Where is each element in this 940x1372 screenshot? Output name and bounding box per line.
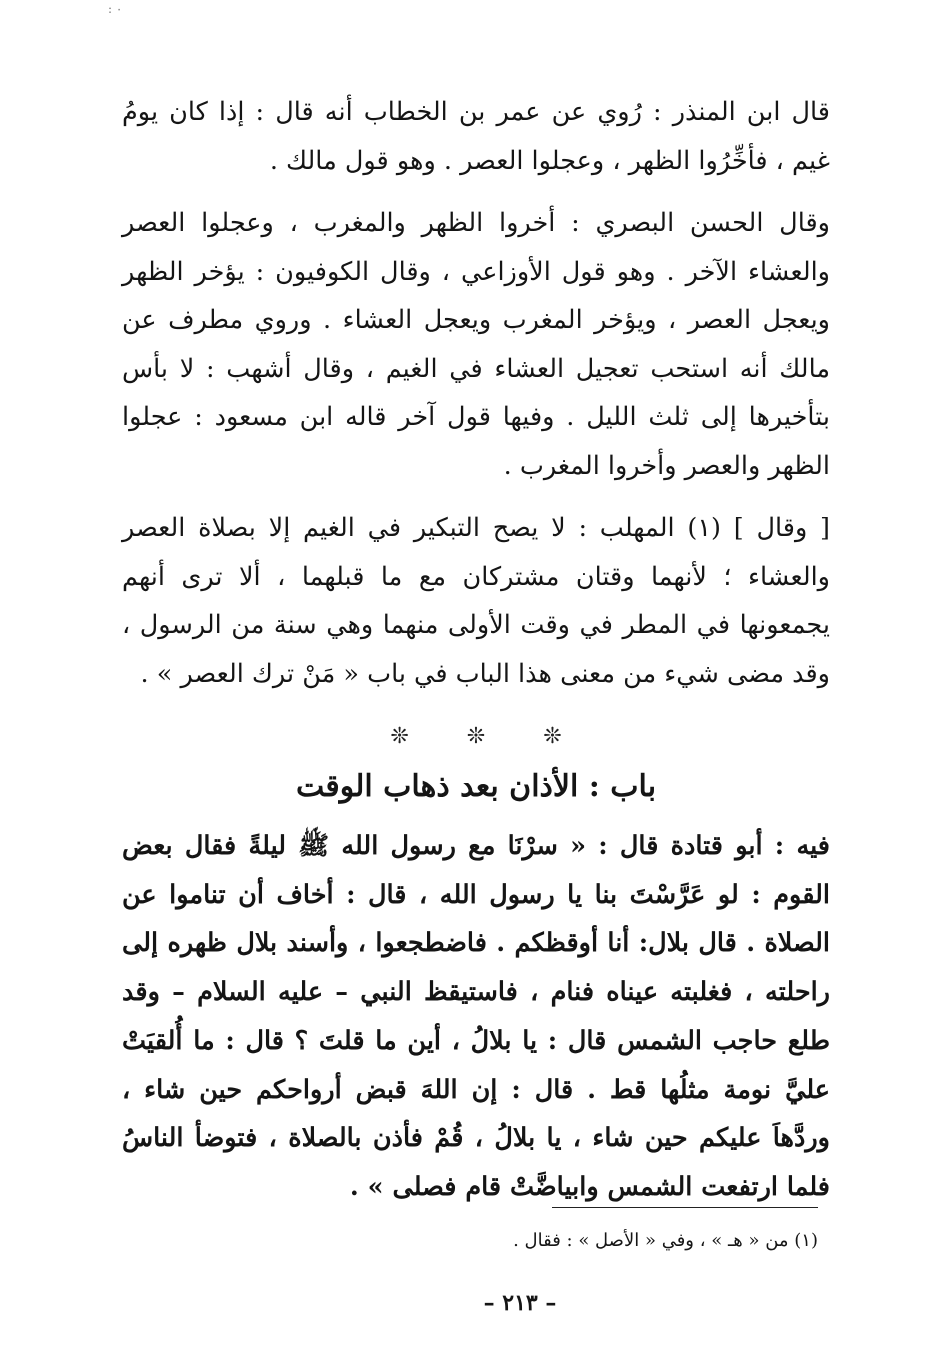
footnote-divider [552,1207,818,1208]
hadith-text: فيه : أبو قتادة قال : « سرْنَا مع رسول الله ﷺ ليلةً فقال بعض القوم : لو عَرَّسْتَ بنا يا رسول الله ، قال : أخاف أن تناموا عن الصلاة . قال بلال: أنا أوقظكم . فاضطجعوا ، وأسند بلال ظهره إلى راحلته ، فغلبته عيناه فنام ، فاستيقظ النبي – عليه السلام – وقد طلع حاجب الشمس قال : يا بلالُ ، أين ما قلتَ ؟ قال : ما أُلقيَتْ عليَّ نومة مثلُها قط . قال : إن اللهَ قبض أرواحكم حين شاء ، وردَّهاَ عليكم حين شاء ، يا بلالُ ، قُمْ فأذن بالصلاة ، فتوضأ الناسُ فلما ارتفعت الشمس وابياضَّتْ قام فصلى » . [122,831,830,1202]
star-ornament: ❊ [466,724,486,749]
page-number: – ٢١٣ – [483,1290,557,1316]
footnote: (١) من « هـ » ، وفي « الأصل » : فقال . [513,1230,818,1251]
main-text [122,88,830,1212]
star-ornament: ❊ [543,724,562,749]
star-ornament: ❊ [390,724,409,749]
corner-mark: : ٠ [108,2,123,16]
section-separator [122,722,830,752]
paragraph-al-hasan-al-basri: وقال الحسن البصري : أخروا الظهر والمغرب ، وعجلوا العصر والعشاء الآخر . وهو قول الأوزاعي ، وقال الكوفيون : يؤخر الظهر ويعجل العصر ، ويؤخر المغرب ويعجل العشاء . وروي مطرف عن مالك أنه استحب تعجيل العشاء في الغيم ، وقال أشهب : لا بأس بتأخيرها إلى ثلث الليل . وفيها قول آخر قاله ابن مسعود : عجلوا الظهر والعصر وأخروا المغرب . [122,208,830,481]
paragraph-ibn-al-mundhir: قال ابن المنذر : رُوي عن عمر بن الخطاب أنه قال : إذا كان يومُ غيم ، فأخِّرُوا الظهر ، وعجلوا العصر . وهو قول مالك . [122,97,830,176]
paragraph-al-muhallab: [ وقال ] (١) المهلب : لا يصح التبكير في الغيم إلا بصلاة العصر والعشاء ؛ لأنهما وقتان مشتركان مع ما قبلهما ، ألا ترى أنهم يجمعونها في المطر في وقت الأولى منهما وهي سنة من الرسول ، وقد مضى شيء من معنى هذا الباب في باب « مَنْ ترك العصر » . [122,513,830,689]
chapter-title: باب : الأذان بعد ذهاب الوقت [295,769,657,804]
